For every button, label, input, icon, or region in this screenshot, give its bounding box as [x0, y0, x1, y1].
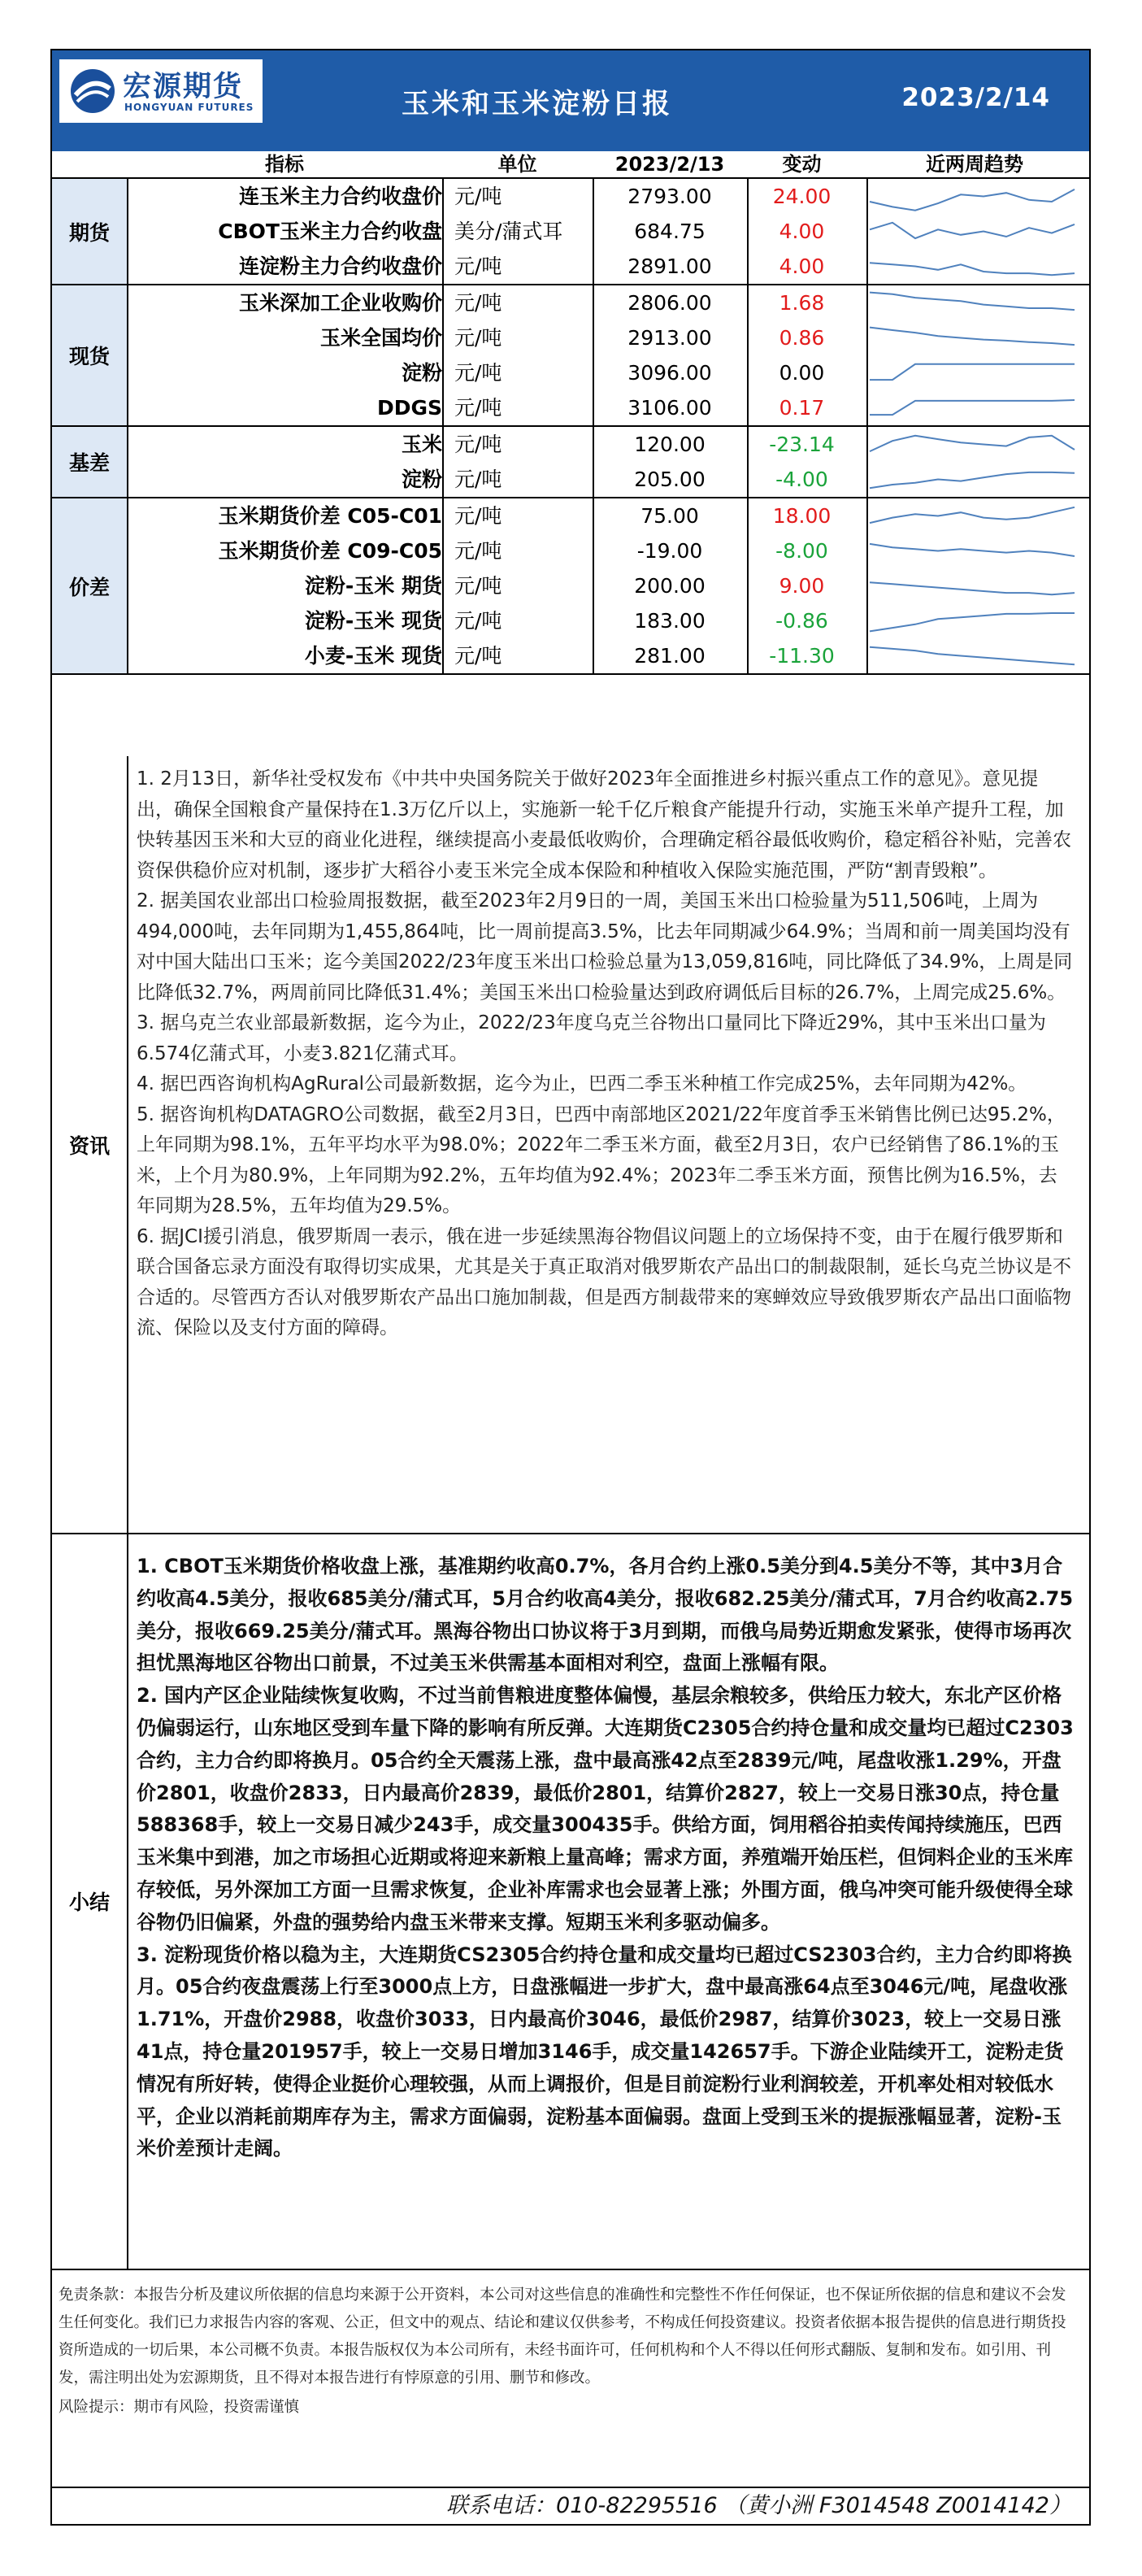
- unit-cell: 元/吨: [454, 291, 502, 315]
- indicator-cell: 淀粉-玉米 期货: [304, 574, 442, 598]
- change-cell: -23.14: [769, 433, 835, 456]
- sparkline: [866, 568, 1078, 603]
- sparkline-line: [870, 364, 1075, 380]
- change-cell: 4.00: [779, 255, 825, 278]
- table-section: [52, 179, 1089, 285]
- divider: [127, 1533, 128, 2269]
- indicator-table: [52, 151, 1089, 675]
- disclaimer-section: [52, 2269, 1089, 2488]
- sparkline: [866, 498, 1078, 533]
- news-paragraph: 5. 据咨询机构DATAGRO公司数据，截至2月3日，巴西中南部地区2021/22年度首季玉米销售比例已达95.2%，上年同期为98.1%，五年平均水平为98.0%；2022年二季玉米方面，截至2月3日，农户已经销售了86.1%的玉米，上个月为80.9%，上年同期为92.2%，五年均值为92.4%；2023年二季玉米方面，预售比例为16.5%，去年同期为28.5%，五年均值为29.5%。: [137, 1103, 1066, 1216]
- value-cell: 3106.00: [627, 396, 712, 420]
- trend-cell: [866, 179, 1083, 214]
- indicator-cell: DDGS: [376, 396, 442, 420]
- indicator-cell: 小麦-玉米 现货: [304, 644, 442, 668]
- section-label: 期货: [52, 179, 127, 284]
- unit-cell: 元/吨: [454, 574, 502, 598]
- sparkline-line: [870, 263, 1075, 275]
- news-paragraph: 2. 据美国农业部出口检验周报数据，截至2023年2月9日的一周，美国玉米出口检验量为511,506吨，上周为494,000吨，去年同期为1,455,864吨，比一周前提高3.5%，比去年同期减少64.9%；当周和前一周美国均没有对中国大陆出口玉米；迄今美国2022/23年度玉米出口检验总量为13,059,816吨，同比降低了34.9%，上周是同比降低32.7%，两周前同比降低31.4%；美国玉米出口检验量达到政府调低后目标的26.7%，上周完成25.6%。: [137, 890, 1073, 1003]
- trend-cell: [866, 603, 1083, 638]
- logo-text-en: HONGYUAN FUTURES: [124, 102, 254, 113]
- summary-paragraph: 1. CBOT玉米期货价格收盘上涨，基准期约收高0.7%，各月合约上涨0.5美分到4.5美分不等，其中3月合约收高4.5美分，报收685美分/蒲式耳，5月合约收高4美分，报收682.25美分/蒲式耳，7月合约收高2.75美分，报收669.25美分/蒲式耳。黑海谷物出口协议将于3月到期，而俄乌局势近期愈发紧张，使得市场再次担忧黑海地区谷物出口前景，不过美玉米供需基本面相对利空，盘面上涨幅有限。: [137, 1555, 1074, 1675]
- sparkline: [866, 603, 1078, 638]
- summary-paragraph: 2. 国内产区企业陆续恢复收购，不过当前售粮进度整体偏慢，基层余粮较多，供给压力较大，东北产区价格仍偏弱运行，山东地区受到车量下降的影响有所反弹。大连期货C2305合约持仓量和成交量均已超过C2303合约，主力合约即将换月。05合约全天震荡上涨，盘中最高涨42点至2839元/吨，尾盘收涨1.29%，开盘价2801，收盘价2833，日内最高价2839，最低价2801，结算价2827，较上一交易日涨30点，持仓量588368手，较上一交易日减少243手，成交量300435手。供给方面，饲用稻谷拍卖传闻持续施压，巴西玉米集中到港，加之市场担心近期或将迎来新粮上量高峰；需求方面，养殖端开始压栏，但饲料企业的玉米库存较低，另外深加工方面一旦需求恢复，企业补库需求也会显著上涨；外围方面，俄乌冲突可能升级使得全球谷物仍旧偏紧，外盘的强势给内盘玉米带来支撑。短期玉米利多驱动偏多。: [137, 1684, 1074, 1934]
- news-paragraph: 3. 据乌克兰农业部最新数据，迄今为止，2022/23年度乌克兰谷物出口量同比下降近29%，其中玉米出口量为6.574亿蒲式耳，小麦3.821亿蒲式耳。: [137, 1012, 1046, 1064]
- table-body: [52, 179, 1089, 675]
- sparkline: [866, 320, 1078, 355]
- column-header-date: 2023/2/13: [614, 153, 725, 176]
- value-cell: 200.00: [634, 574, 706, 598]
- sparkline-line: [870, 544, 1075, 556]
- value-cell: 2793.00: [627, 185, 712, 208]
- change-cell: 1.68: [779, 291, 825, 315]
- change-cell: 4.00: [779, 220, 825, 243]
- divider: [127, 756, 128, 1533]
- trend-cell: [866, 390, 1083, 425]
- trend-cell: [866, 355, 1083, 390]
- column-header-indicator: 指标: [265, 153, 304, 176]
- summary-content: [137, 1551, 1075, 2165]
- value-cell: 3096.00: [627, 361, 712, 385]
- indicator-cell: 玉米深加工企业收购价: [238, 291, 442, 315]
- sparkline-line: [870, 189, 1075, 211]
- disclaimer-text: [59, 2282, 1075, 2422]
- value-cell: 120.00: [634, 433, 706, 456]
- table-section: [52, 427, 1089, 498]
- trend-cell: [866, 285, 1083, 320]
- summary-section: [52, 1533, 1089, 2270]
- table-row: [52, 568, 1089, 603]
- disclaimer-paragraph: 免责条款：本报告分析及建议所依据的信息均来源于公开资料，本公司对这些信息的准确性和完整性不作任何保证，也不保证所依据的信息和建议不会发生任何变化。我们已力求报告内容的客观、公正，但文中的观点、结论和建议仅供参考，不构成任何投资建议。投资者依据本报告提供的信息进行期货投资所造成的一切后果，本公司概不负责。本报告版权仅为本公司所有，未经书面许可，任何机构和个人不得以任何形式翻版、复制和发布。如引用、刊发，需注明出处为宏源期货，且不得对本报告进行有悖原意的引用、删节和修改。: [59, 2287, 1066, 2387]
- change-cell: 0.86: [779, 326, 825, 350]
- table-row: [52, 249, 1089, 284]
- sparkline: [866, 533, 1078, 568]
- sparkline-line: [870, 647, 1075, 665]
- value-cell: 281.00: [634, 644, 706, 668]
- indicator-cell: 玉米全国均价: [319, 326, 442, 350]
- sparkline-line: [870, 293, 1075, 311]
- indicator-cell: 淀粉: [401, 468, 442, 491]
- table-section: [52, 498, 1089, 675]
- trend-cell: [866, 568, 1083, 603]
- report-date: 2023/2/14: [901, 83, 1050, 112]
- sparkline: [866, 427, 1078, 462]
- news-paragraph: 1. 2月13日，新华社受权发布《中共中央国务院关于做好2023年全面推进乡村振兴重点工作的意见》。意见提出，确保全国粮食产量保持在1.3万亿斤以上，实施新一轮千亿斤粮食产能提升行动，实施玉米单产提升工程，加快转基因玉米和大豆的商业化进程，继续提高小麦最低收购价，合理确定稻谷最低收购价，稳定稻谷补贴，完善农资保供稳价应对机制，逐步扩大稻谷小麦玉米完全成本保险和种植收入保险实施范围，严防“割青毁粮”。: [137, 768, 1071, 881]
- sparkline: [866, 355, 1078, 390]
- indicator-cell: 淀粉: [401, 361, 442, 385]
- trend-cell: [866, 462, 1083, 497]
- indicator-cell: CBOT玉米主力合约收盘: [218, 220, 442, 243]
- unit-cell: 元/吨: [454, 468, 502, 491]
- news-section: [52, 756, 1089, 1534]
- table-row: [52, 355, 1089, 390]
- trend-cell: [866, 249, 1083, 284]
- unit-cell: 元/吨: [454, 185, 502, 208]
- sparkline-line: [870, 436, 1075, 451]
- value-cell: 205.00: [634, 468, 706, 491]
- table-row: [52, 390, 1089, 425]
- sparkline-line: [870, 472, 1075, 488]
- trend-cell: [866, 214, 1083, 249]
- value-cell: 684.75: [634, 220, 706, 243]
- risk-warning: 风险提示：期市有风险，投资需谨慎: [59, 2399, 300, 2416]
- table-row: [52, 214, 1089, 249]
- summary-label: 小结: [68, 1890, 110, 1914]
- sparkline: [866, 249, 1078, 284]
- contact-info: 联系电话：010-82295516 （黄小洲 F3014548 Z0014142）: [446, 2493, 1071, 2518]
- news-paragraph: 4. 据巴西咨询机构AgRural公司最新数据，迄今为止，巴西二季玉米种植工作完成25%，去年同期为42%。: [137, 1073, 1027, 1094]
- section-label: 价差: [52, 498, 127, 673]
- sparkline: [866, 462, 1078, 497]
- value-cell: -19.00: [636, 539, 703, 563]
- news-label: 资讯: [68, 1134, 110, 1158]
- table-row: [52, 320, 1089, 355]
- sparkline: [866, 285, 1078, 320]
- unit-cell: 元/吨: [454, 609, 502, 633]
- unit-cell: 元/吨: [454, 433, 502, 456]
- column-header-trend: 近两周趋势: [926, 153, 1023, 176]
- sparkline: [866, 638, 1078, 673]
- change-cell: -4.00: [775, 468, 828, 491]
- news-paragraph: 6. 据JCI援引消息，俄罗斯周一表示，俄在进一步延续黑海谷物倡议问题上的立场保持不变，由于在履行俄罗斯和联合国备忘录方面没有取得切实成果，尤其是关于真正取消对俄罗斯农产品出口的制裁限制，延长乌克兰协议是不合适的。尽管西方否认对俄罗斯农产品出口施加制裁，但是西方制裁带来的寒蝉效应导致俄罗斯农产品出口面临物流、保险以及支付方面的障碍。: [137, 1225, 1071, 1338]
- news-content: [137, 764, 1075, 1344]
- column-header-change: 变动: [782, 153, 822, 176]
- table-row: [52, 179, 1089, 214]
- section-label: 现货: [52, 285, 127, 425]
- change-cell: 0.00: [779, 361, 825, 385]
- hongyuan-logo-icon: [69, 67, 116, 115]
- sparkline: [866, 390, 1078, 425]
- unit-cell: 元/吨: [454, 539, 502, 563]
- company-logo: [59, 59, 263, 124]
- trend-cell: [866, 320, 1083, 355]
- unit-cell: 元/吨: [454, 644, 502, 668]
- table-row: [52, 462, 1089, 497]
- unit-cell: 元/吨: [454, 396, 502, 420]
- indicator-cell: 玉米: [401, 433, 442, 456]
- indicator-cell: 连玉米主力合约收盘价: [238, 185, 442, 208]
- value-cell: 2891.00: [627, 255, 712, 278]
- column-header-unit: 单位: [497, 153, 537, 176]
- table-row: [52, 533, 1089, 568]
- section-label: 基差: [52, 427, 127, 497]
- unit-cell: 元/吨: [454, 255, 502, 278]
- change-cell: -8.00: [775, 539, 828, 563]
- value-cell: 75.00: [640, 504, 699, 528]
- summary-paragraph: 3. 淀粉现货价格以稳为主，大连期货CS2305合约持仓量和成交量均已超过CS2303合约，主力合约即将换月。05合约夜盘震荡上行至3000点上方，日盘涨幅进一步扩大，盘中最高涨64点至3046元/吨，尾盘收涨1.71%，开盘价2988，收盘价3033，日内最高价3046，最低价2987，结算价3023，较上一交易日涨41点，持仓量201957手，较上一交易日增加3146手，成交量142657手。下游企业陆续开工，淀粉走货情况有所好转，使得企业挺价心理较强，从而上调报价，但是目前淀粉行业利润较差，开机率处相对较低水平，企业以消耗前期库存为主，需求方面偏弱，淀粉基本面偏弱。盘面上受到玉米的提振涨幅显著，淀粉-玉米价差预计走阔。: [137, 1943, 1072, 2160]
- trend-cell: [866, 427, 1083, 462]
- sparkline-line: [870, 507, 1075, 523]
- table-row: [52, 603, 1089, 638]
- indicator-cell: 连淀粉主力合约收盘价: [238, 255, 442, 278]
- report-header: [52, 50, 1089, 151]
- value-cell: 183.00: [634, 609, 706, 633]
- trend-cell: [866, 498, 1083, 533]
- table-row: [52, 285, 1089, 320]
- sparkline-line: [870, 328, 1075, 346]
- indicator-cell: 玉米期货价差 C05-C01: [218, 504, 442, 528]
- table-row: [52, 638, 1089, 673]
- table-row: [52, 427, 1089, 462]
- sparkline: [866, 179, 1078, 214]
- sparkline-line: [870, 400, 1075, 415]
- indicator-cell: 玉米期货价差 C09-C05: [218, 539, 442, 563]
- sparkline-line: [870, 582, 1075, 594]
- unit-cell: 元/吨: [454, 326, 502, 350]
- unit-cell: 美分/蒲式耳: [454, 220, 563, 243]
- value-cell: 2913.00: [627, 326, 712, 350]
- change-cell: -11.30: [769, 644, 835, 668]
- table-header: [52, 151, 1089, 179]
- change-cell: 9.00: [779, 574, 825, 598]
- unit-cell: 元/吨: [454, 504, 502, 528]
- trend-cell: [866, 533, 1083, 568]
- table-section: [52, 285, 1089, 427]
- table-row: [52, 498, 1089, 533]
- logo-text-cn: 宏源期货: [123, 71, 244, 103]
- unit-cell: 元/吨: [454, 361, 502, 385]
- sparkline-line: [870, 613, 1075, 631]
- report-frame: [50, 49, 1091, 2526]
- value-cell: 2806.00: [627, 291, 712, 315]
- report-title: 玉米和玉米淀粉日报: [402, 88, 672, 120]
- change-cell: -0.86: [775, 609, 828, 633]
- change-cell: 18.00: [772, 504, 832, 528]
- indicator-cell: 淀粉-玉米 现货: [304, 609, 442, 633]
- change-cell: 0.17: [779, 396, 825, 420]
- change-cell: 24.00: [772, 185, 832, 208]
- sparkline-line: [870, 223, 1075, 238]
- sparkline: [866, 214, 1078, 249]
- trend-cell: [866, 638, 1083, 673]
